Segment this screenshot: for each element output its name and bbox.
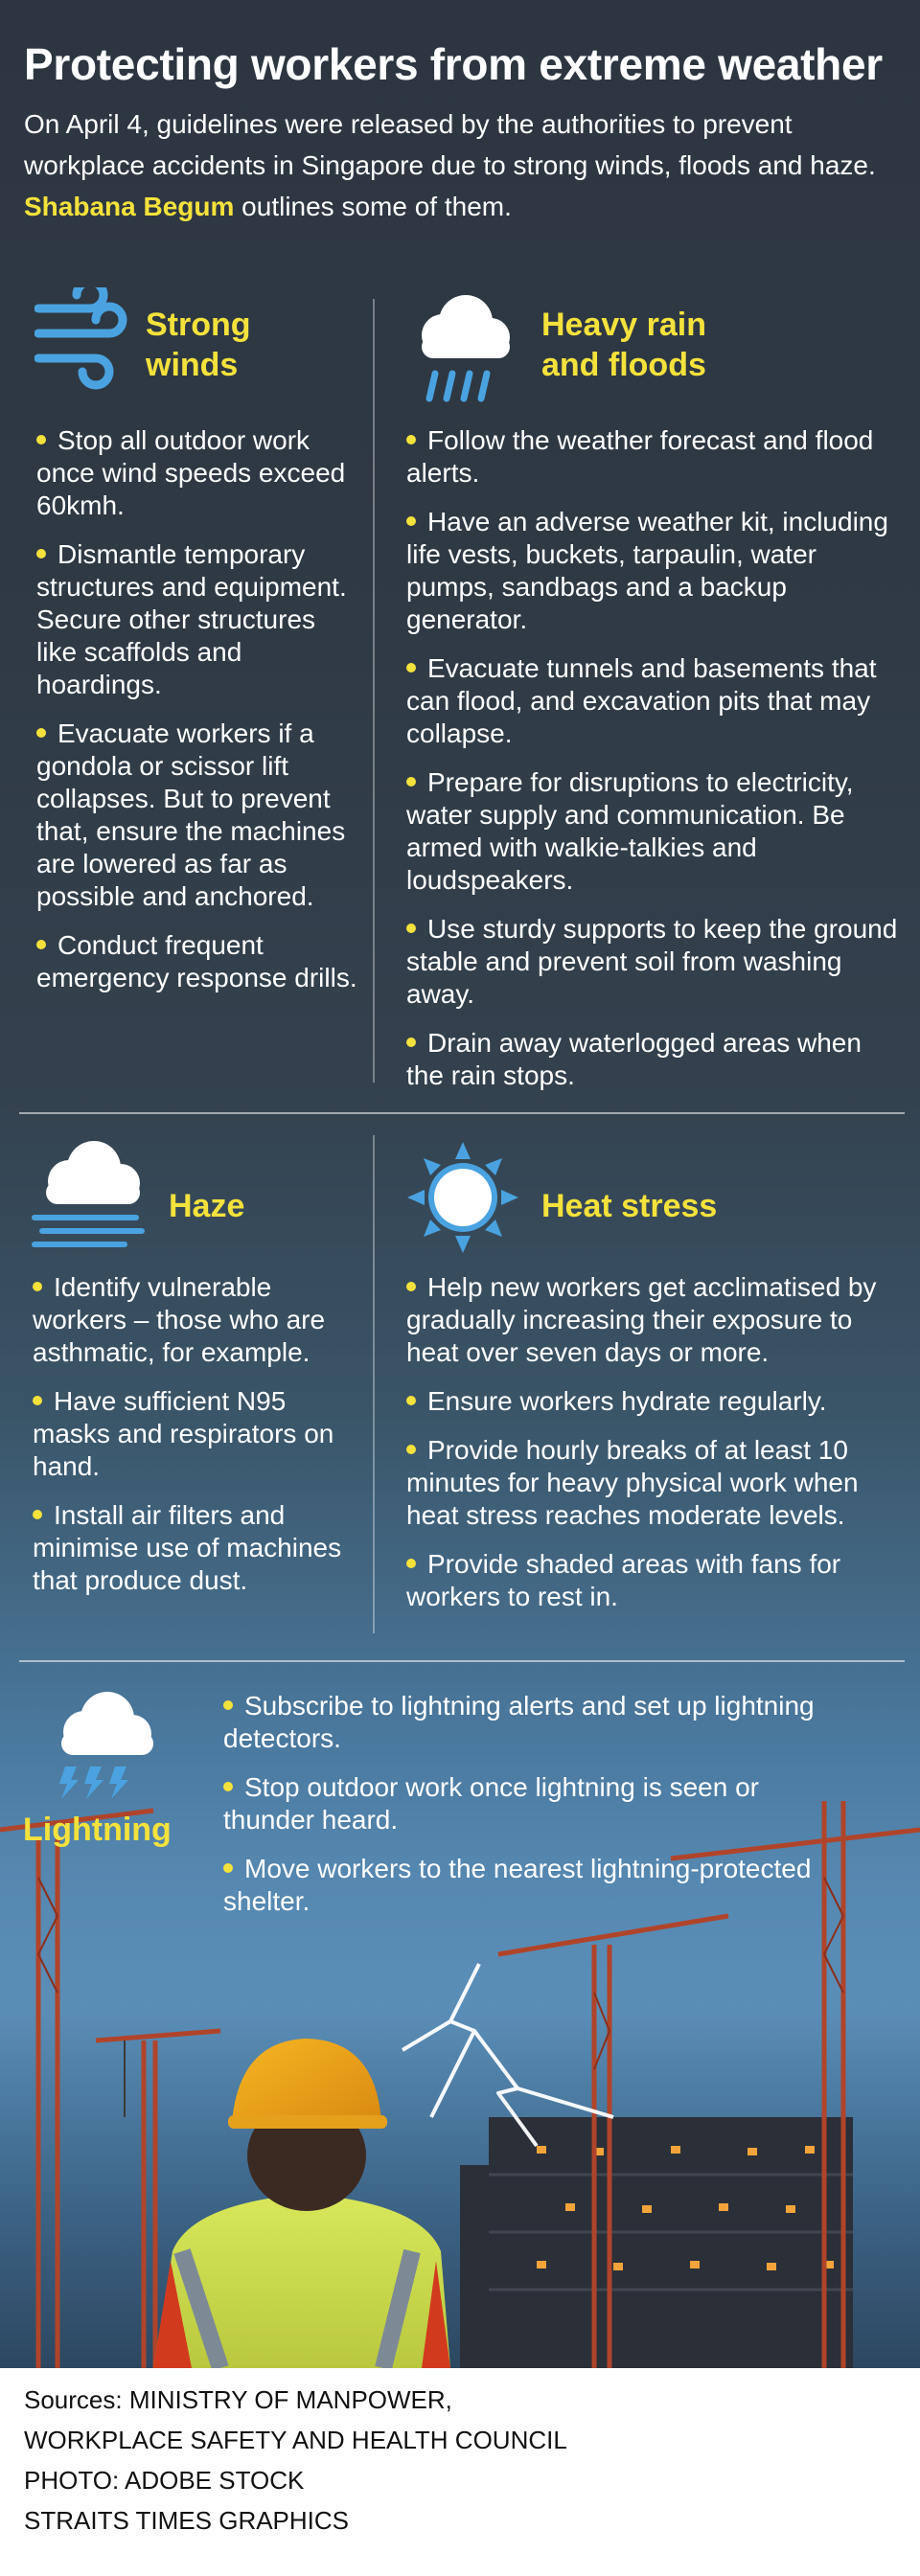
list-item: Ensure workers hydrate regularly. [406, 1385, 909, 1418]
bullet-icon [406, 923, 416, 933]
haze-list [33, 1271, 358, 1613]
bullet-icon [33, 1282, 42, 1291]
bullet-icon [36, 435, 46, 445]
list-item: Install air filters and minimise use of machines that produce dust. [33, 1500, 342, 1595]
section-divider [19, 1112, 905, 1114]
list-item: Have an adverse weather kit, including life vests, buckets, tarpaulin, water pumps, sandbags and a backup generator. [406, 507, 888, 634]
intro-after: outlines some of them. [234, 192, 512, 221]
list-item: Evacuate tunnels and basements that can flood, and excavation pits that may collapse. [406, 653, 877, 748]
intro-text [24, 103, 886, 227]
bullet-icon [406, 1559, 416, 1568]
heat-stress-title: Heat stress [541, 1188, 718, 1224]
lightning-cloud-icon [48, 1686, 158, 1801]
lightning-list [223, 1690, 817, 1934]
sources-footer [0, 2368, 920, 2576]
sources-line: WORKPLACE SAFETY AND HEALTH COUNCIL [24, 2426, 567, 2454]
column-divider [373, 1135, 375, 1633]
list-item: Drain away waterlogged areas when the rain stops. [406, 1028, 862, 1090]
section-divider [19, 1660, 905, 1662]
bullet-icon [406, 1445, 416, 1454]
list-item: Prepare for disruptions to electricity, water supply and communication. Be armed with walkie-talkies and loudspeakers. [406, 767, 854, 895]
bullet-icon [406, 663, 416, 672]
bullet-icon [36, 940, 46, 949]
graphics-credit: STRAITS TIMES GRAPHICS [24, 2506, 350, 2535]
list-item: Conduct frequent emergency response drills. [36, 930, 357, 992]
author-name: Shabana Begum [24, 192, 235, 221]
strong-winds-title-line2: winds [146, 347, 239, 383]
haze-title: Haze [169, 1188, 245, 1224]
strong-winds-title-line1: Strong [146, 307, 251, 343]
heavy-rain-title-line1: Heavy rain [541, 307, 706, 343]
list-item: Dismantle temporary structures and equipment. Secure other structures like scaffolds and hoardings. [36, 539, 347, 699]
list-item: Have sufficient N95 masks and respirators on hand. [33, 1386, 334, 1481]
column-divider [373, 299, 375, 1083]
bullet-icon [406, 1282, 416, 1291]
bullet-icon [223, 1700, 233, 1710]
bullet-icon [223, 1782, 233, 1791]
page-title: Protecting workers from extreme weather [24, 39, 883, 89]
bullet-icon [406, 777, 416, 786]
sun-icon [405, 1140, 520, 1255]
heat-stress-list [406, 1271, 909, 1630]
list-item: Identify vulnerable workers – those who are asthmatic, for example. [33, 1272, 326, 1367]
bullet-icon [406, 1396, 416, 1405]
intro-before: On April 4, guidelines were released by the authorities to prevent workplace accidents in Singapore due to strong winds, floods and haze. [24, 109, 876, 180]
heavy-rain-title-line2: and floods [541, 347, 706, 383]
list-item: Stop all outdoor work once wind speeds exceed 60kmh. [36, 425, 346, 520]
list-item: Help new workers get acclimatised by gradually increasing their exposure to heat over seven days or more. [406, 1272, 877, 1367]
bullet-icon [223, 1863, 233, 1873]
bullet-icon [33, 1396, 42, 1405]
photo-credit: PHOTO: ADOBE STOCK [24, 2466, 305, 2495]
bullet-icon [406, 435, 416, 445]
bullet-icon [33, 1510, 42, 1519]
sources-line: Sources: MINISTRY OF MANPOWER, [24, 2385, 452, 2414]
list-item: Move workers to the nearest lightning-protected shelter. [223, 1854, 812, 1916]
wind-icon [34, 287, 130, 393]
heavy-rain-list [406, 424, 905, 1108]
rain-cloud-icon [402, 285, 518, 405]
bullet-icon [406, 1037, 416, 1047]
list-item: Provide shaded areas with fans for workers to rest in. [406, 1549, 841, 1611]
strong-winds-title [146, 305, 251, 385]
list-item: Evacuate workers if a gondola or scissor lift collapses. But to prevent that, ensure the machines are lowered as far as possible and anchored. [36, 718, 346, 911]
list-item: Stop outdoor work once lightning is seen or thunder heard. [223, 1772, 759, 1835]
list-item: Follow the weather forecast and flood alerts. [406, 425, 874, 488]
bullet-icon [406, 516, 416, 526]
heavy-rain-title [541, 305, 706, 385]
haze-cloud-icon [29, 1135, 149, 1250]
bullet-icon [36, 549, 46, 559]
bullet-icon [36, 728, 46, 738]
list-item: Provide hourly breaks of at least 10 minutes for heavy physical work when heat stress reaches moderate levels. [406, 1435, 859, 1530]
list-item: Use sturdy supports to keep the ground stable and prevent soil from washing away. [406, 914, 898, 1009]
strong-winds-list [36, 424, 357, 1011]
lightning-title: Lightning [23, 1812, 172, 1848]
list-item: Subscribe to lightning alerts and set up lightning detectors. [223, 1691, 815, 1753]
